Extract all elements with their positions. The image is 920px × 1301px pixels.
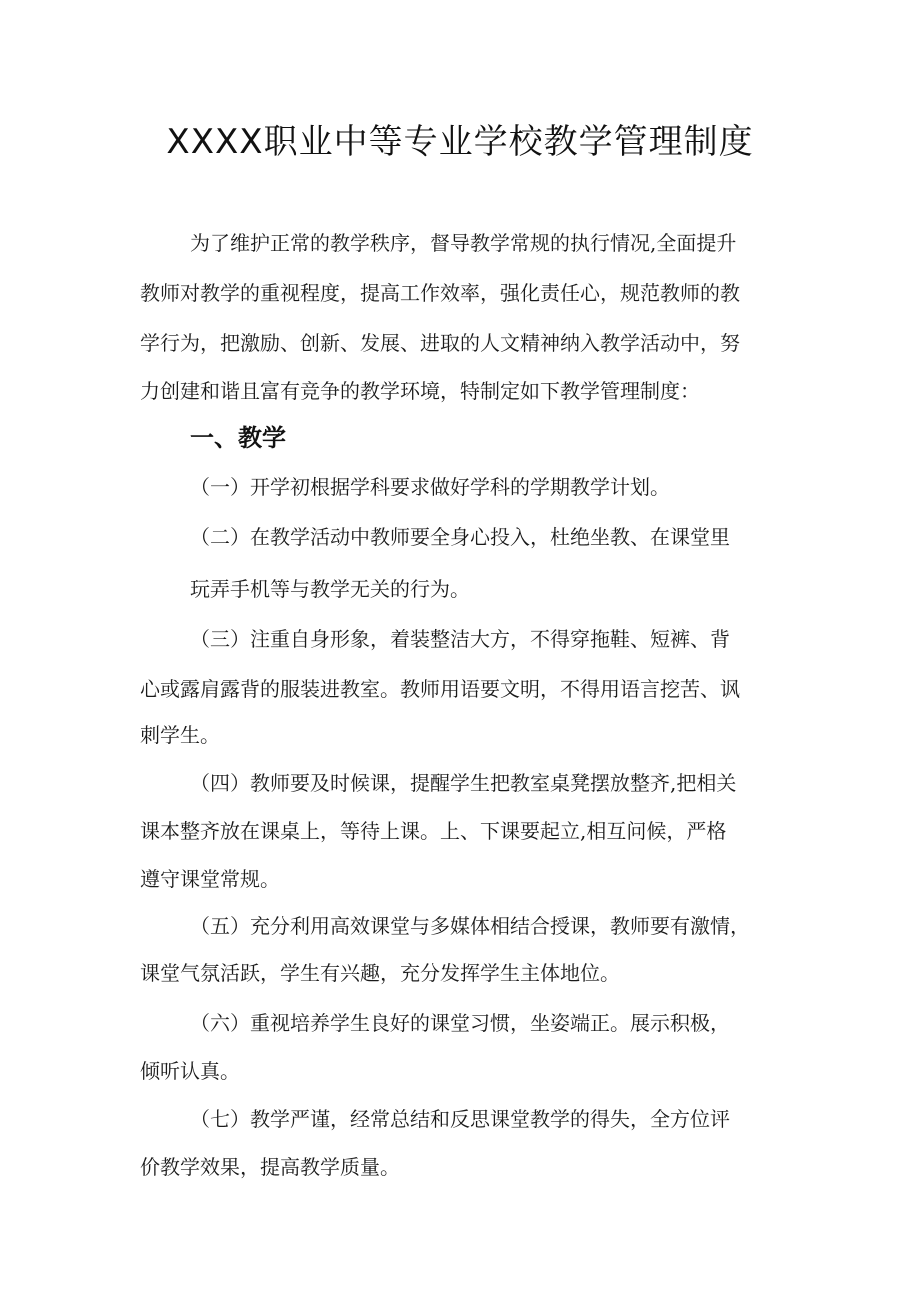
intro-line: 教师对教学的重视程度，提高工作效率，强化责任心，规范教师的教	[140, 281, 740, 305]
list-item-line: 课堂气氛活跃，学生有兴趣，充分发挥学生主体地位。	[140, 961, 620, 985]
list-item-line: 玩弄手机等与教学无关的行为。	[190, 577, 470, 601]
intro-line: 为了维护正常的教学秩序，督导教学常规的执行情况,全面提升	[190, 231, 737, 255]
intro-line: 力创建和谐且富有竞争的教学环境，特制定如下教学管理制度：	[140, 379, 700, 403]
list-item-line: （四）教师要及时候课，提醒学生把教室桌凳摆放整齐,把相关	[190, 771, 737, 795]
section-heading: 一、教学	[190, 424, 286, 452]
list-item-line: （一）开学初根据学科要求做好学科的学期教学计划。	[190, 475, 670, 499]
list-item-line: 心或露肩露背的服装进教室。教师用语要文明，不得用语言挖苦、讽	[140, 677, 740, 701]
list-item-line: （二）在教学活动中教师要全身心投入，杜绝坐教、在课堂里	[190, 525, 730, 549]
document-title: XXXX职业中等专业学校教学管理制度	[166, 122, 754, 162]
list-item-line: 刺学生。	[140, 723, 220, 747]
list-item-line: （六）重视培养学生良好的课堂习惯，坐姿端正。展示积极，	[190, 1011, 730, 1035]
list-item-line: 倾听认真。	[140, 1059, 240, 1083]
list-item-line: （五）充分利用高效课堂与多媒体相结合授课，教师要有激情，	[190, 914, 750, 938]
list-item-line: （三）注重自身形象，着装整洁大方，不得穿拖鞋、短裤、背	[190, 627, 730, 651]
list-item-line: 遵守课堂常规。	[140, 867, 280, 891]
list-item-line: （七）教学严谨，经常总结和反思课堂教学的得失，全方位评	[190, 1107, 730, 1131]
list-item-line: 课本整齐放在课桌上，等待上课。上、下课要起立,相互问候，严格	[140, 819, 727, 843]
intro-line: 学行为，把激励、创新、发展、进取的人文精神纳入教学活动中，努	[140, 331, 740, 355]
list-item-line: 价教学效果，提高教学质量。	[140, 1155, 400, 1179]
